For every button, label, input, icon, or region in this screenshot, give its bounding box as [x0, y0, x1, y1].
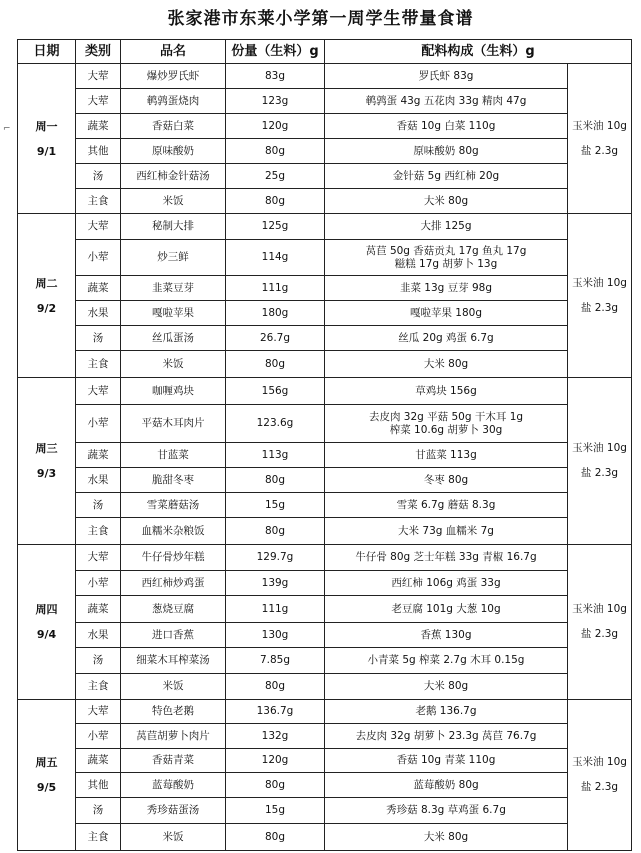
portion-cell: 123g [226, 89, 325, 114]
dish-cell: 秘制大排 [121, 214, 226, 240]
ingredients-cell [325, 276, 568, 301]
dish-cell: 进口香蕉 [121, 623, 226, 648]
portion-cell: 120g [226, 749, 325, 773]
table-row [18, 824, 632, 851]
day-name: 周四 [35, 603, 58, 616]
day-cell [18, 700, 76, 851]
salt-amount: 盐 2.3g [580, 628, 619, 640]
ingredients-cell [325, 301, 568, 326]
day-name: 周一 [35, 119, 58, 133]
ingredient-line: 罗氏虾 83g [418, 69, 474, 82]
table-row [18, 700, 632, 724]
oil-amount: 玉米油 10g [572, 276, 627, 289]
ingredients-cell [325, 773, 568, 798]
oil-salt-cell [568, 378, 632, 545]
dish-cell: 甘蓝菜 [121, 443, 226, 468]
oil-salt-cell [568, 64, 632, 214]
category-cell: 小荤 [76, 724, 121, 749]
header-category: 类别 [76, 40, 121, 64]
dish-cell: 秀珍菇蛋汤 [121, 798, 226, 824]
category-cell: 小荤 [76, 405, 121, 443]
table-row [18, 798, 632, 824]
table-row [18, 89, 632, 114]
ingredient-line: 金针菇 5g 西红柿 20g [392, 169, 500, 182]
day-date: 9/4 [36, 628, 57, 641]
portion-cell: 80g [226, 674, 325, 700]
portion-cell: 132g [226, 724, 325, 749]
ingredient-line: 韭菜 13g 豆芽 98g [399, 281, 493, 294]
dish-cell: 特色老鹅 [121, 700, 226, 724]
portion-cell: 136.7g [226, 700, 325, 724]
portion-cell: 80g [226, 139, 325, 164]
ingredients-cell [325, 493, 568, 518]
header-ingredients: 配料构成（生料）g [325, 40, 632, 64]
dish-cell: 丝瓜蛋汤 [121, 326, 226, 351]
ingredients-cell [325, 326, 568, 351]
ingredient-line: 糍糕 17g 胡萝卜 13g [394, 257, 498, 270]
table-row [18, 189, 632, 214]
ingredient-line: 香菇 10g 青菜 110g [396, 754, 496, 766]
table-row [18, 405, 632, 443]
ingredients-cell [325, 749, 568, 773]
dish-cell: 咖喱鸡块 [121, 378, 226, 405]
day-name: 周二 [35, 276, 58, 290]
ingredient-line: 嘎啦苹果 180g [409, 306, 483, 319]
portion-cell: 111g [226, 276, 325, 301]
ingredients-cell [325, 64, 568, 89]
ingredient-line: 老豆腐 101g 大葱 10g [391, 602, 501, 615]
portion-cell: 129.7g [226, 545, 325, 571]
category-cell: 汤 [76, 648, 121, 674]
table-row [18, 164, 632, 189]
portion-cell: 111g [226, 596, 325, 623]
oil-amount: 玉米油 10g [572, 756, 627, 768]
oil-salt-cell [568, 545, 632, 700]
ingredients-cell [325, 824, 568, 851]
portion-cell: 80g [226, 351, 325, 378]
ingredient-line: 香菇 10g 白菜 110g [396, 119, 496, 132]
dish-cell: 平菇木耳肉片 [121, 405, 226, 443]
portion-cell: 80g [226, 518, 325, 545]
dish-cell: 米饭 [121, 351, 226, 378]
dish-cell: 莴苣胡萝卜肉片 [121, 724, 226, 749]
dish-cell: 香菇白菜 [121, 114, 226, 139]
ingredients-cell [325, 674, 568, 700]
table-row [18, 571, 632, 596]
ingredient-line: 西红柿 106g 鸡蛋 33g [391, 576, 501, 589]
day-name: 周五 [35, 756, 58, 769]
category-cell: 主食 [76, 674, 121, 700]
category-cell: 小荤 [76, 571, 121, 596]
salt-amount: 盐 2.3g [580, 781, 619, 793]
dish-cell: 西红柿金针菇汤 [121, 164, 226, 189]
category-cell: 水果 [76, 623, 121, 648]
category-cell: 大荤 [76, 89, 121, 114]
table-row [18, 623, 632, 648]
ingredients-cell [325, 189, 568, 214]
ingredients-cell [325, 648, 568, 674]
portion-cell: 125g [226, 214, 325, 240]
table-row [18, 64, 632, 89]
category-cell: 主食 [76, 189, 121, 214]
portion-cell: 120g [226, 114, 325, 139]
menu-body [18, 64, 632, 851]
dish-cell: 葱烧豆腐 [121, 596, 226, 623]
ingredient-line: 秀珍菇 8.3g 草鸡蛋 6.7g [386, 804, 506, 816]
portion-cell: 25g [226, 164, 325, 189]
ingredient-line: 老鹅 136.7g [415, 705, 477, 717]
portion-cell: 80g [226, 189, 325, 214]
category-cell: 汤 [76, 326, 121, 351]
day-date: 9/2 [36, 301, 57, 315]
category-cell: 主食 [76, 824, 121, 851]
day-cell [18, 214, 76, 378]
category-cell: 蔬菜 [76, 443, 121, 468]
header-dish: 品名 [121, 40, 226, 64]
ingredient-line: 大米 80g [423, 830, 469, 843]
category-cell: 水果 [76, 301, 121, 326]
table-row [18, 240, 632, 276]
ingredient-line: 甘蓝菜 113g [415, 448, 477, 461]
table-row [18, 214, 632, 240]
ingredient-line: 牛仔骨 80g 芝士年糕 33g 青椒 16.7g [355, 551, 537, 563]
table-row [18, 674, 632, 700]
category-cell: 蔬菜 [76, 114, 121, 139]
portion-cell: 123.6g [226, 405, 325, 443]
table-row [18, 276, 632, 301]
table-row [18, 301, 632, 326]
portion-cell: 83g [226, 64, 325, 89]
day-date: 9/3 [36, 467, 57, 480]
ingredient-line: 小青菜 5g 榨菜 2.7g 木耳 0.15g [367, 654, 525, 666]
dish-cell: 细菜木耳榨菜汤 [121, 648, 226, 674]
category-cell: 汤 [76, 164, 121, 189]
category-cell: 主食 [76, 351, 121, 378]
portion-cell: 80g [226, 824, 325, 851]
header-row [18, 40, 632, 64]
table-row [18, 648, 632, 674]
table-row [18, 378, 632, 405]
ingredients-cell [325, 468, 568, 493]
category-cell: 其他 [76, 773, 121, 798]
category-cell: 汤 [76, 493, 121, 518]
category-cell: 大荤 [76, 378, 121, 405]
ingredients-cell [325, 623, 568, 648]
ingredients-cell [325, 571, 568, 596]
day-cell [18, 64, 76, 214]
ingredients-cell [325, 164, 568, 189]
ingredients-cell [325, 724, 568, 749]
day-date: 9/1 [36, 144, 57, 158]
ingredients-cell [325, 798, 568, 824]
ingredient-line: 去皮肉 32g 胡萝卜 23.3g 莴苣 76.7g [355, 729, 537, 742]
table-row [18, 351, 632, 378]
page-title: 张家港市东莱小学第一周学生带量食谱 [167, 9, 474, 29]
header-date: 日期 [18, 40, 76, 64]
ingredient-line: 莴苣 50g 香菇贡丸 17g 鱼丸 17g [365, 244, 527, 257]
dish-cell: 爆炒罗氏虾 [121, 64, 226, 89]
category-cell: 小荤 [76, 240, 121, 276]
dish-cell: 米饭 [121, 189, 226, 214]
dish-cell: 脆甜冬枣 [121, 468, 226, 493]
ingredients-cell [325, 443, 568, 468]
ingredients-cell [325, 700, 568, 724]
dish-cell: 血糯米杂粮饭 [121, 518, 226, 545]
ingredient-line: 鹌鹑蛋 43g 五花肉 33g 精肉 47g [365, 94, 527, 107]
ingredient-line: 榨菜 10.6g 胡萝卜 30g [389, 423, 503, 436]
portion-cell: 15g [226, 493, 325, 518]
dish-cell: 西红柿炒鸡蛋 [121, 571, 226, 596]
dish-cell: 鹌鹑蛋烧肉 [121, 89, 226, 114]
dish-cell: 雪菜蘑菇汤 [121, 493, 226, 518]
portion-cell: 113g [226, 443, 325, 468]
ingredient-line: 大米 80g [423, 357, 469, 370]
dish-cell: 嘎啦苹果 [121, 301, 226, 326]
day-name: 周三 [35, 442, 58, 455]
ingredients-cell [325, 351, 568, 378]
ingredient-line: 蓝莓酸奶 80g [413, 778, 479, 791]
portion-cell: 139g [226, 571, 325, 596]
ingredient-line: 冬枣 80g [423, 473, 469, 486]
category-cell: 水果 [76, 468, 121, 493]
category-cell: 大荤 [76, 700, 121, 724]
ingredients-cell [325, 596, 568, 623]
category-cell: 大荤 [76, 64, 121, 89]
portion-cell: 26.7g [226, 326, 325, 351]
portion-cell: 80g [226, 773, 325, 798]
oil-amount: 玉米油 10g [572, 603, 627, 615]
ingredient-line: 草鸡块 156g [415, 384, 477, 397]
dish-cell: 韭菜豆芽 [121, 276, 226, 301]
table-row [18, 749, 632, 773]
category-cell: 大荤 [76, 214, 121, 240]
category-cell: 蔬菜 [76, 276, 121, 301]
dish-cell: 香菇青菜 [121, 749, 226, 773]
table-row [18, 139, 632, 164]
dish-cell: 米饭 [121, 824, 226, 851]
ingredient-line: 大米 80g [423, 194, 469, 207]
oil-amount: 玉米油 10g [572, 442, 627, 454]
dish-cell: 蓝莓酸奶 [121, 773, 226, 798]
portion-cell: 114g [226, 240, 325, 276]
table-row [18, 724, 632, 749]
menu-table [17, 39, 632, 851]
ingredients-cell [325, 518, 568, 545]
margin-marker: ⌐ [3, 124, 11, 134]
salt-amount: 盐 2.3g [580, 301, 619, 314]
salt-amount: 盐 2.3g [580, 144, 619, 157]
portion-cell: 130g [226, 623, 325, 648]
table-row [18, 596, 632, 623]
oil-salt-cell [568, 214, 632, 378]
table-row [18, 326, 632, 351]
oil-amount: 玉米油 10g [572, 119, 627, 132]
table-row [18, 443, 632, 468]
ingredient-line: 丝瓜 20g 鸡蛋 6.7g [398, 331, 494, 344]
category-cell: 其他 [76, 139, 121, 164]
ingredients-cell [325, 405, 568, 443]
category-cell: 汤 [76, 798, 121, 824]
table-row [18, 518, 632, 545]
table-row [18, 773, 632, 798]
day-date: 9/5 [36, 781, 57, 794]
ingredients-cell [325, 139, 568, 164]
ingredients-cell [325, 114, 568, 139]
ingredient-line: 原味酸奶 80g [413, 144, 479, 157]
dish-cell: 牛仔骨炒年糕 [121, 545, 226, 571]
portion-cell: 7.85g [226, 648, 325, 674]
ingredient-line: 大米 80g [423, 680, 469, 692]
ingredients-cell [325, 378, 568, 405]
ingredient-line: 香蕉 130g [420, 628, 472, 641]
ingredients-cell [325, 240, 568, 276]
header-portion: 份量（生料）g [226, 40, 325, 64]
category-cell: 主食 [76, 518, 121, 545]
portion-cell: 156g [226, 378, 325, 405]
salt-amount: 盐 2.3g [580, 467, 619, 479]
oil-salt-cell [568, 700, 632, 851]
day-cell [18, 545, 76, 700]
ingredient-line: 雪菜 6.7g 蘑菇 8.3g [396, 498, 496, 511]
dish-cell: 米饭 [121, 674, 226, 700]
table-row [18, 493, 632, 518]
table-row [18, 545, 632, 571]
table-row [18, 468, 632, 493]
dish-cell: 炒三鲜 [121, 240, 226, 276]
category-cell: 蔬菜 [76, 749, 121, 773]
table-row [18, 114, 632, 139]
ingredients-cell [325, 214, 568, 240]
category-cell: 大荤 [76, 545, 121, 571]
dish-cell: 原味酸奶 [121, 139, 226, 164]
portion-cell: 80g [226, 468, 325, 493]
category-cell: 蔬菜 [76, 596, 121, 623]
ingredient-line: 大排 125g [420, 220, 472, 232]
portion-cell: 180g [226, 301, 325, 326]
ingredients-cell [325, 545, 568, 571]
portion-cell: 15g [226, 798, 325, 824]
ingredient-line: 去皮肉 32g 平菇 50g 干木耳 1g [368, 410, 524, 423]
ingredients-cell [325, 89, 568, 114]
ingredient-line: 大米 73g 血糯米 7g [398, 524, 494, 537]
day-cell [18, 378, 76, 545]
